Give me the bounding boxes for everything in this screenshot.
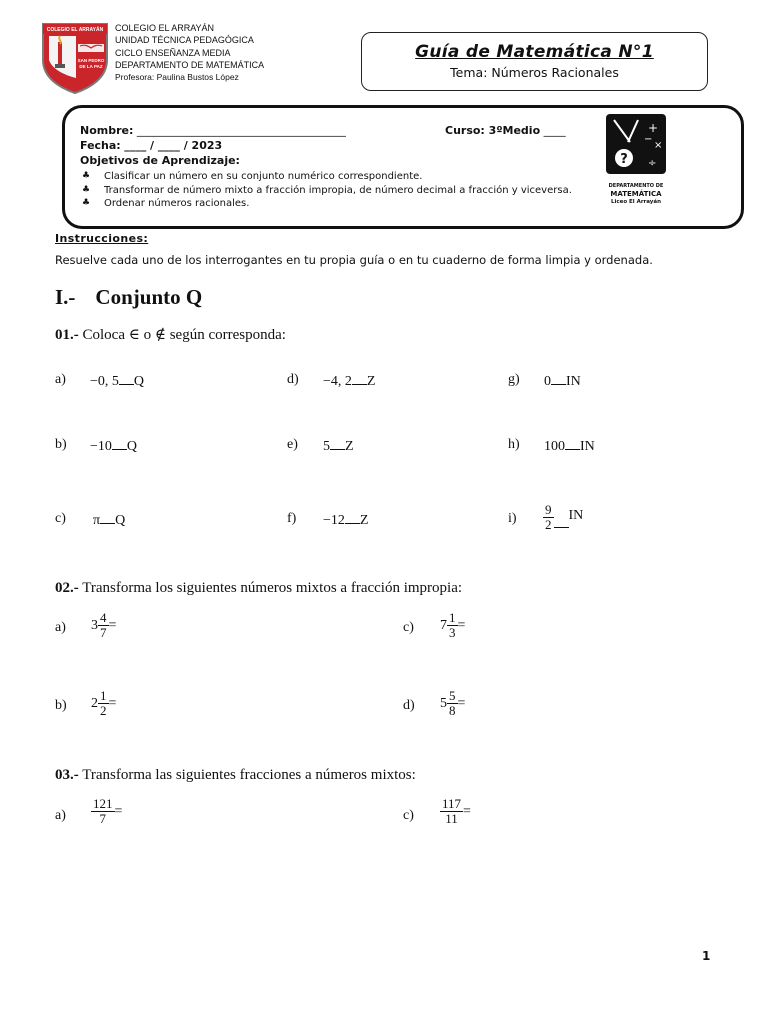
svg-text:÷: ÷	[648, 158, 657, 169]
logo-line: MATEMÁTICA	[610, 190, 662, 198]
course-label: Curso: 3ºMedio	[445, 124, 541, 137]
svg-text:?: ?	[620, 152, 628, 167]
item-value: 0	[544, 374, 551, 389]
question-3	[55, 767, 416, 784]
date-value: ____ / ____ / 2023	[124, 139, 223, 152]
item-label: g)	[508, 372, 520, 387]
fraction	[98, 689, 109, 718]
svg-text:×: ×	[654, 140, 663, 151]
item-set: IN	[580, 439, 595, 454]
numerator: 1	[100, 688, 107, 703]
q1-item-i-expr	[543, 501, 583, 533]
fraction	[91, 797, 115, 826]
q1-item-c	[55, 511, 126, 528]
item-set: IN	[566, 374, 581, 389]
item-label: i)	[508, 511, 517, 526]
denominator: 2	[100, 703, 107, 718]
date-label: Fecha:	[80, 139, 121, 152]
objective-text: Clasificar un número en su conjunto numérico correspondiente.	[104, 171, 423, 182]
item-value: −4, 2	[323, 374, 352, 389]
club-bullet-icon: ♣	[82, 184, 91, 195]
item-set: Q	[115, 513, 126, 528]
instructions-title: Instrucciones:	[55, 232, 149, 245]
club-bullet-icon: ♣	[82, 171, 91, 181]
answer-blank[interactable]	[554, 515, 569, 528]
item-value: 5	[323, 439, 330, 454]
fraction	[447, 611, 458, 640]
answer-blank[interactable]	[551, 372, 566, 385]
answer-blank[interactable]	[112, 437, 127, 450]
item-label: c)	[55, 511, 66, 526]
denominator: 7	[99, 811, 106, 826]
page-number: 1	[702, 949, 711, 963]
question-text: Transforma los siguientes números mixtos a fracción impropia:	[82, 580, 463, 596]
denominator: 8	[449, 703, 456, 718]
item-value: −0, 5	[90, 374, 119, 389]
math-symbols-icon	[604, 112, 668, 176]
list-item	[80, 184, 572, 198]
q1-item-a	[55, 372, 145, 389]
svg-text:DE LA PAZ: DE LA PAZ	[79, 64, 103, 69]
school-line: UNIDAD TÉCNICA PEDAGÓGICA	[115, 35, 254, 46]
whole-part: 3	[91, 617, 98, 633]
question-number: 02.-	[55, 580, 79, 596]
numerator: 1	[449, 610, 456, 625]
course-line: ____	[543, 124, 566, 137]
q1-item-h	[508, 437, 595, 454]
course-field	[445, 124, 566, 137]
numerator: 9	[545, 501, 552, 517]
q3-item-c-label: c)	[403, 808, 414, 823]
equals-sign: =	[108, 617, 117, 633]
section-number: I.-	[55, 285, 76, 309]
school-info	[115, 22, 264, 83]
fraction	[543, 503, 554, 532]
item-label: f)	[287, 511, 297, 526]
q3-item-a	[91, 797, 122, 826]
equals-sign: =	[457, 617, 466, 633]
section-title	[55, 285, 202, 310]
equals-sign: =	[108, 695, 117, 711]
item-set: Q	[133, 374, 145, 389]
q1-item-g	[508, 372, 581, 389]
q1-item-f	[287, 511, 369, 528]
question-number: 03.-	[55, 767, 79, 783]
numerator: 4	[100, 610, 107, 625]
answer-blank[interactable]	[330, 437, 345, 450]
svg-text:−: −	[644, 134, 653, 145]
q2-item-a	[91, 611, 116, 640]
item-set: Z	[345, 439, 354, 454]
objective-text: Ordenar números racionales.	[104, 198, 250, 209]
logo-line: DEPARTAMENTO DE	[608, 183, 664, 189]
school-line: DEPARTAMENTO DE MATEMÁTICA	[115, 59, 265, 70]
item-value: −10	[90, 439, 112, 454]
q3-item-c	[440, 797, 471, 826]
whole-part: 7	[440, 617, 447, 633]
item-value: π	[93, 513, 101, 528]
teacher-name: Profesora: Paulina Bustos López	[115, 72, 239, 83]
q2-item-c-label: c)	[403, 620, 414, 635]
fraction	[98, 611, 109, 640]
svg-text:+: +	[648, 121, 659, 135]
date-field[interactable]	[80, 139, 222, 152]
q1-item-d	[287, 372, 376, 389]
denominator: 7	[100, 625, 107, 640]
question-number: 01.-	[55, 327, 79, 343]
denominator: 2	[545, 516, 552, 532]
q2-item-d	[440, 689, 465, 718]
denominator: 11	[445, 811, 458, 826]
item-label: h)	[508, 437, 520, 452]
instructions-text: Resuelve cada uno de los interrogantes en tu propia guía o en tu cuaderno de forma limpia y ordenada.	[55, 253, 653, 267]
svg-text:SAN PEDRO: SAN PEDRO	[77, 58, 105, 63]
item-label: e)	[287, 437, 298, 452]
item-label: d)	[287, 372, 299, 387]
club-bullet-icon: ♣	[82, 198, 91, 208]
numerator: 121	[93, 796, 113, 811]
name-line: ______________________________________	[136, 124, 346, 137]
objectives-list	[80, 170, 572, 211]
list-item	[80, 170, 572, 184]
q3-item-a-label: a)	[55, 808, 66, 823]
q1-item-e	[287, 437, 354, 454]
equals-sign: =	[114, 803, 123, 819]
q2-item-c	[440, 611, 465, 640]
section-name: Conjunto Q	[95, 285, 203, 309]
numerator: 117	[442, 796, 462, 811]
answer-blank[interactable]	[352, 372, 367, 385]
answer-blank[interactable]	[565, 437, 580, 450]
name-label: Nombre:	[80, 124, 134, 137]
school-crest-logo	[40, 22, 110, 94]
item-set: Q	[126, 439, 138, 454]
whole-part: 2	[91, 695, 98, 711]
item-set: Z	[359, 513, 369, 528]
numerator: 5	[449, 688, 456, 703]
guide-title-box	[361, 32, 708, 91]
school-line: CICLO ENSEÑANZA MEDIA	[115, 47, 231, 58]
q2-item-d-label: d)	[403, 698, 415, 713]
q2-item-b-label: b)	[55, 698, 67, 713]
answer-blank[interactable]	[345, 511, 360, 524]
item-label: a)	[55, 372, 66, 387]
answer-blank[interactable]	[100, 511, 115, 524]
guide-title: Guía de Matemática N°1	[415, 42, 654, 62]
item-set: Z	[366, 374, 376, 389]
list-item	[80, 197, 572, 211]
fraction	[447, 689, 458, 718]
math-department-logo	[604, 112, 668, 205]
q1-item-i	[508, 511, 517, 527]
item-value: 100	[544, 439, 565, 454]
whole-part: 5	[440, 695, 447, 711]
objectives-label: Objetivos de Aprendizaje:	[80, 154, 240, 167]
item-set: IN	[568, 508, 584, 523]
equals-sign: =	[457, 695, 466, 711]
question-2	[55, 580, 462, 597]
item-label: b)	[55, 437, 67, 452]
answer-blank[interactable]	[119, 372, 134, 385]
question-1	[55, 325, 286, 344]
q1-item-b	[55, 437, 138, 454]
objective-text: Transformar de número mixto a fracción impropia, de número decimal a fracción y viceversa.	[104, 184, 572, 196]
school-line: COLEGIO EL ARRAYÁN	[115, 23, 215, 33]
equals-sign: =	[463, 803, 471, 819]
name-field[interactable]	[80, 124, 346, 137]
question-text: Coloca ∈ o ∉ según corresponda:	[82, 327, 286, 343]
q2-item-a-label: a)	[55, 620, 66, 635]
svg-text:COLEGIO EL ARRAYÁN: COLEGIO EL ARRAYÁN	[46, 27, 104, 33]
fraction	[440, 797, 463, 826]
item-value: −12	[323, 513, 345, 528]
denominator: 3	[449, 625, 456, 640]
question-text: Transforma las siguientes fracciones a números mixtos:	[82, 767, 416, 783]
q2-item-b	[91, 689, 116, 718]
guide-subtitle: Tema: Números Racionales	[450, 65, 619, 80]
logo-line: Liceo El Arrayán	[610, 199, 662, 205]
